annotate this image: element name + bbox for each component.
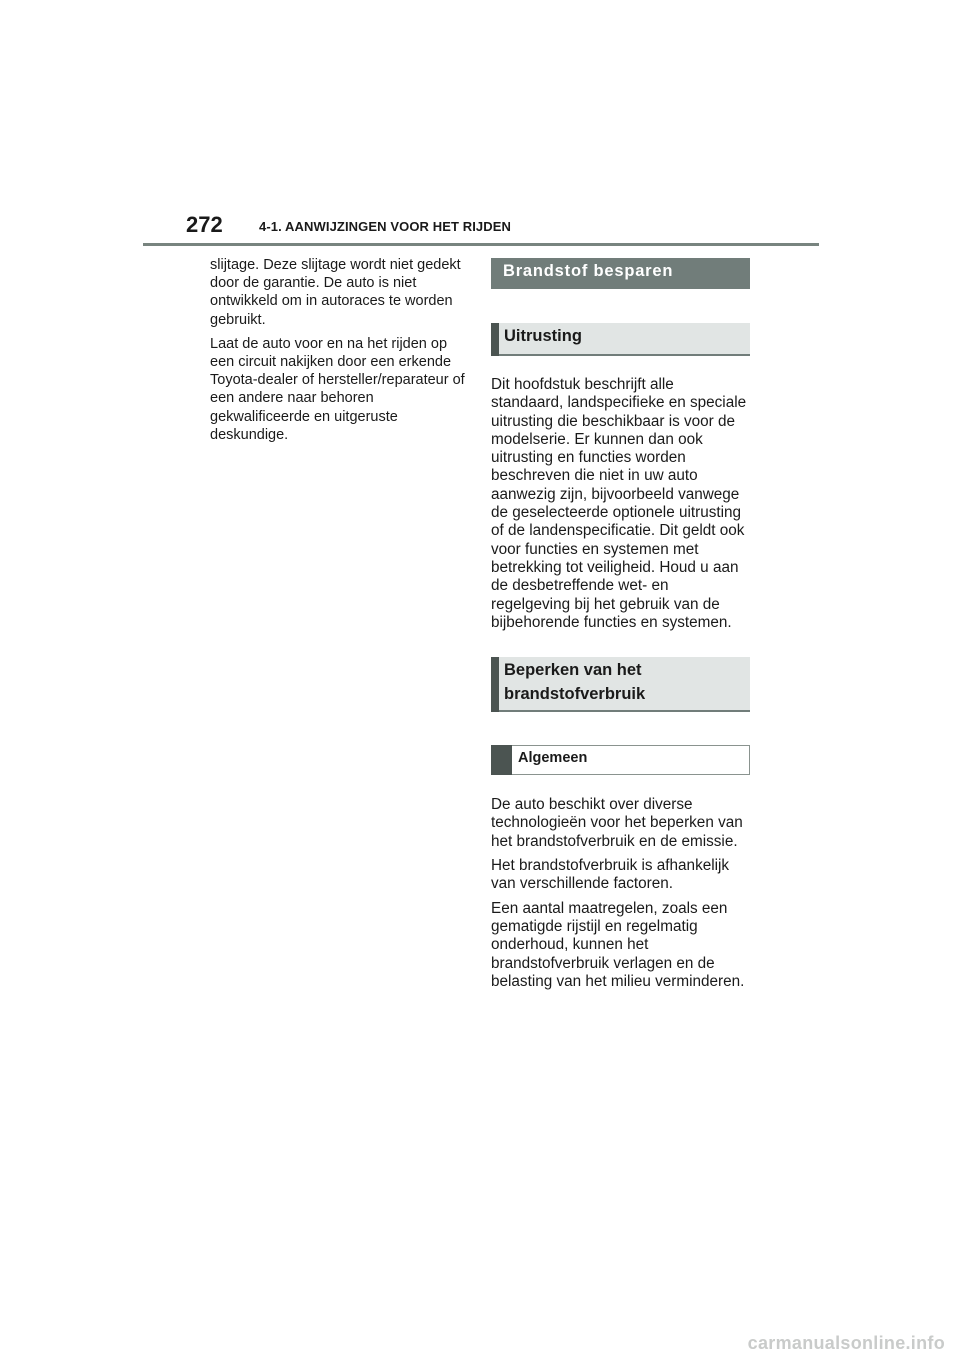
heading-text: Uitrusting [504, 327, 582, 345]
section-title: Brandstof besparen [491, 258, 750, 289]
paragraph: slijtage. Deze slijtage wordt niet gedekt door de garantie. De auto is niet ontwikkeld om in autoraces te worden gebruikt. [210, 257, 461, 328]
section-header: 4-1. AANWIJZINGEN VOOR HET RIJDEN [259, 219, 512, 234]
paragraph: Het brandstofverbruik is afhankelijk van verschillende factoren. [491, 857, 730, 893]
paragraph: Een aantal maatregelen, zoals een gematigde rijstijl en regelmatig onderhoud, kunnen het brandstofverbruik verlagen en de belasting van het milieu verminderen. [491, 899, 745, 990]
left-column [210, 256, 466, 450]
page-number: 272 [186, 212, 223, 237]
paragraph: Dit hoofdstuk beschrijft alle standaard, landspecifieke en speciale uitrusting die beschikbaar is voor de modelserie. Er kunnen dan ook uitrusting en functies worden beschreven die niet in uw auto aanwezig zijn, bijvoorbeeld vanwege de geselecteerde optionele uitrusting of de landenspecificatie. Dit geldt ook voor functies en systemen met betrekking tot veiligheid. Houd u aan de desbetreffende wet- en regelgeving bij het gebruik van de bijbehorende functies en systemen. [491, 376, 747, 631]
general-text-block [491, 796, 750, 991]
subsection-heading-fuel-consumption [491, 657, 750, 712]
header-divider [143, 243, 819, 246]
right-column [491, 258, 750, 997]
paragraph: De auto beschikt over diverse technologieën voor het beperken van het brandstofverbruik en de emissie. [491, 796, 743, 850]
equipment-text-block [491, 376, 750, 632]
watermark-logo: carmanualsonline.info [747, 1333, 945, 1353]
heading-line: Beperken van het [504, 661, 642, 680]
heading-line: brandstofverbruik [504, 685, 646, 704]
topic-heading-general [491, 745, 750, 775]
paragraph: Laat de auto voor en na het rijden op een circuit nakijken door een erkende Toyota-dealer of hersteller/reparateur of een andere naar behoren gekwalificeerde en uitgeruste deskundige. [210, 335, 465, 443]
subsection-heading-equipment [491, 323, 750, 356]
heading-text: Algemeen [518, 750, 588, 767]
